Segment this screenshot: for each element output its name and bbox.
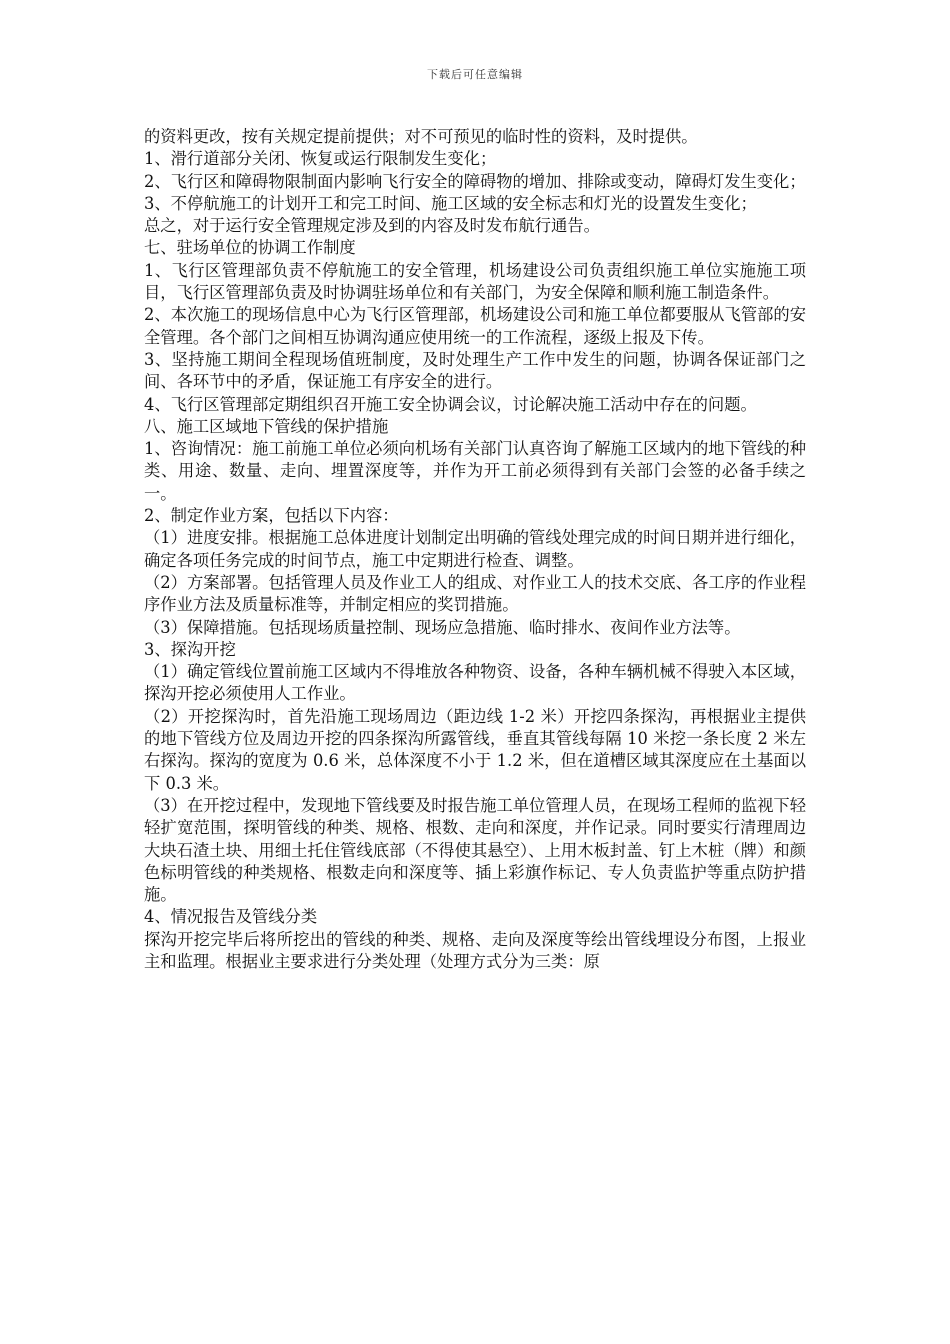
list-item: 1、飞行区管理部负责不停航施工的安全管理，机场建设公司负责组织施工单位实施施工项目，飞行区管理部负责及时协调驻场单位和有关部门，为安全保障和顺利施工制造条件。 <box>144 260 806 303</box>
section-heading: 七、驻场单位的协调工作制度 <box>144 238 356 258</box>
sub-item: （3）保障措施。包括现场质量控制、现场应急措施、临时排水、夜间作业方法等。 <box>144 617 741 637</box>
sub-item: （1）确定管线位置前施工区域内不得堆放各种物资、设备，各种车辆机械不得驶入本区域，探沟开挖必须使用人工作业。 <box>144 662 806 704</box>
list-item: 2、本次施工的现场信息中心为飞行区管理部，机场建设公司和施工单位都要服从飞管部的安全管理。各个部门之间相互协调沟通应使用统一的工作流程，逐级上报及下传。 <box>144 305 806 347</box>
list-item: 3、探沟开挖 <box>144 639 236 659</box>
paragraph: 探沟开挖完毕后将所挖出的管线的种类、规格、走向及深度等绘出管线埋设分布图，上报业主和监理。根据业主要求进行分类处理（处理方式分为三类：原 <box>144 929 806 971</box>
document-body <box>144 126 806 973</box>
list-item: 4、飞行区管理部定期组织召开施工安全协调会议，讨论解决施工活动中存在的问题。 <box>144 394 757 414</box>
list-item: 3、不停航施工的计划开工和完工时间、施工区域的安全标志和灯光的设置发生变化； <box>144 193 757 213</box>
paragraph: 的资料更改，按有关规定提前提供；对不可预见的临时性的资料，及时提供。 <box>144 127 698 146</box>
sub-item: （2）开挖探沟时，首先沿施工现场周边（距边线 1-2 米）开挖四条探沟，再根据业主提供的地下管线方位及周边开挖的四条探沟所露管线，垂直其管线每隔 10 米挖一条长度 2 米左右探沟。探沟的宽度为 0.6 米，总体深度不小于 1.2 米，但在道槽区域其深度应在土基面以下 0.3 米。 <box>144 706 806 793</box>
paragraph: 总之，对于运行安全管理规定涉及到的内容及时发布航行通告。 <box>144 216 600 236</box>
list-item: 1、咨询情况：施工前施工单位必须向机场有关部门认真咨询了解施工区域内的地下管线的种类、用途、数量、走向、埋置深度等，并作为开工前必须得到有关部门会签的必备手续之一。 <box>144 439 806 503</box>
list-item: 2、制定作业方案，包括以下内容： <box>144 506 399 526</box>
section-heading: 八、施工区域地下管线的保护措施 <box>144 416 389 436</box>
sub-item: （2）方案部署。包括管理人员及作业工人的组成、对作业工人的技术交底、各工序的作业程序作业方法及质量标准等，并制定相应的奖罚措施。 <box>144 572 806 615</box>
header-note: 下载后可任意编辑 <box>427 68 523 81</box>
sub-item: （1）进度安排。根据施工总体进度计划制定出明确的管线处理完成的时间日期并进行细化，确定各项任务完成的时间节点，施工中定期进行检查、调整。 <box>144 528 806 570</box>
list-item: 3、坚持施工期间全程现场值班制度，及时处理生产工作中发生的问题，协调各保证部门之间、各环节中的矛盾，保证施工有序安全的进行。 <box>144 349 806 392</box>
sub-item: （3）在开挖过程中，发现地下管线要及时报告施工单位管理人员，在现场工程师的监视下轻轻扩宽范围，探明管线的种类、规格、根数、走向和深度，并作记录。同时要实行清理周边大块石渣土块、用细土托住管线底部（不得使其悬空）、上用木板封盖、钉上木桩（牌）和颜色标明管线的种类规格、根数走向和深度等、插上彩旗作标记、专人负责监护等重点防护措施。 <box>144 795 806 905</box>
list-item: 2、飞行区和障碍物限制面内影响飞行安全的障碍物的增加、排除或变动，障碍灯发生变化； <box>144 171 806 191</box>
list-item: 1、滑行道部分关闭、恢复或运行限制发生变化； <box>144 149 497 169</box>
list-item: 4、情况报告及管线分类 <box>144 907 318 927</box>
